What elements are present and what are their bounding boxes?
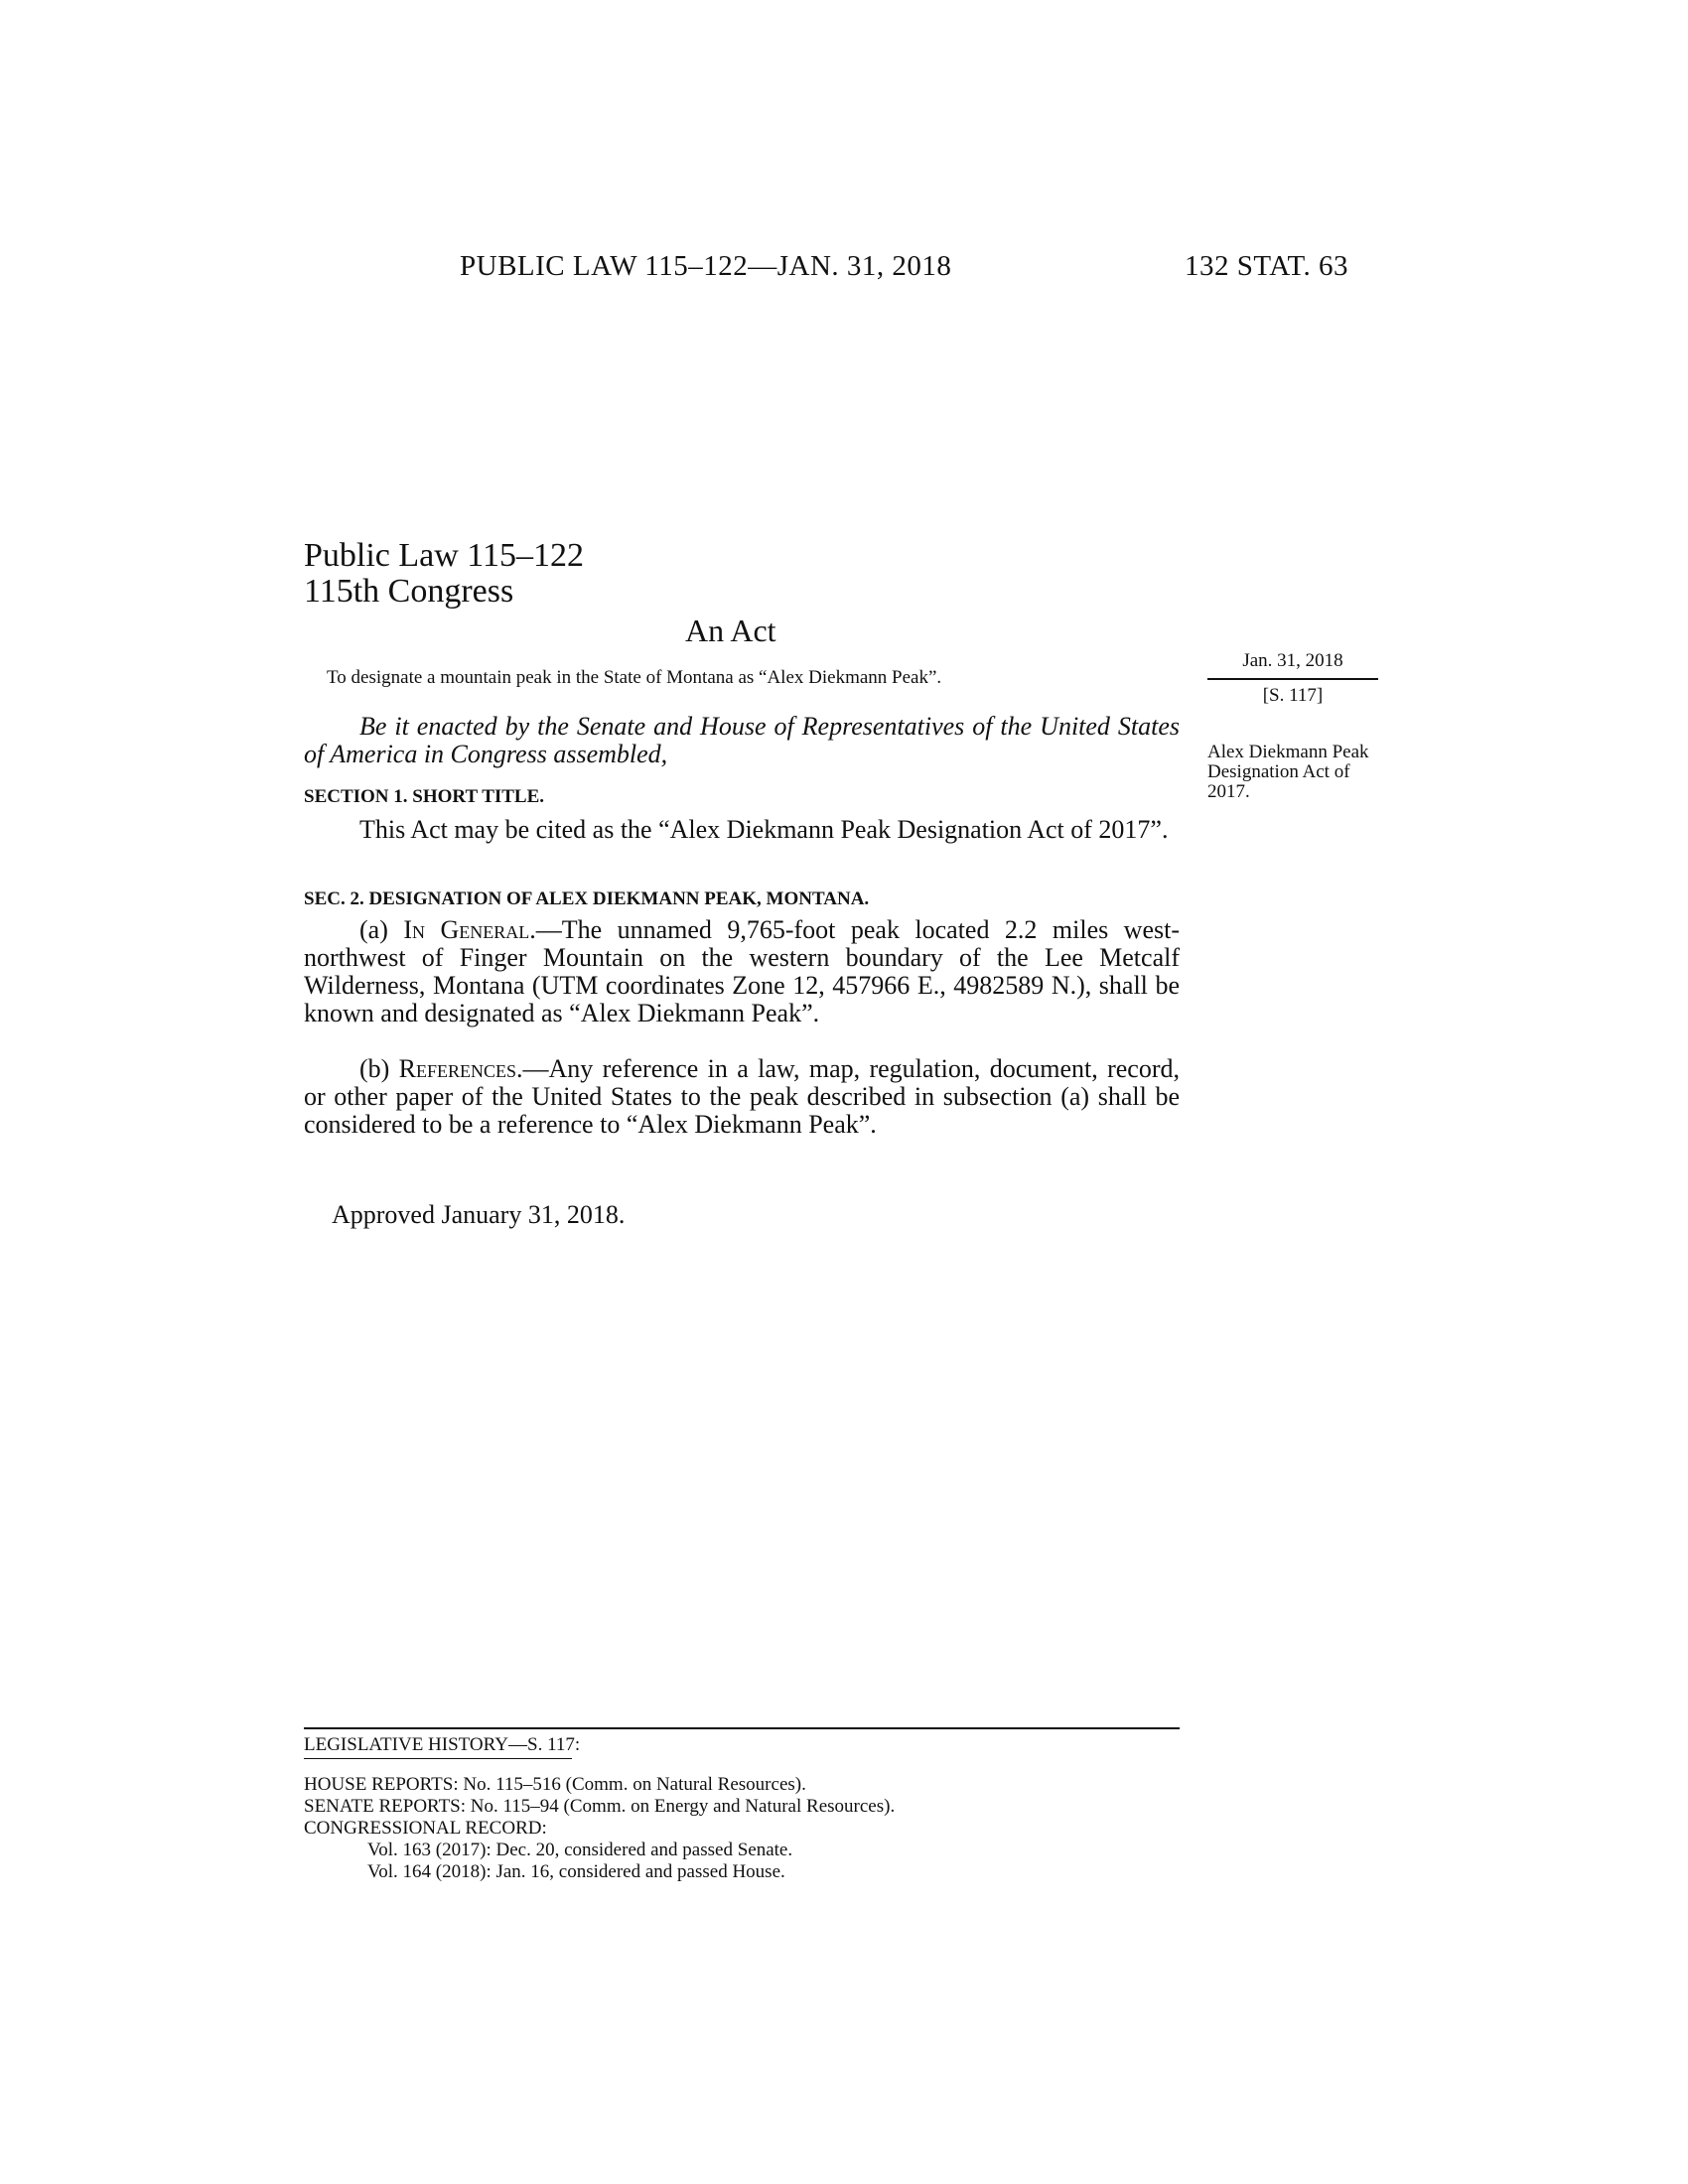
approval-date: Approved January 31, 2018. bbox=[332, 1200, 626, 1229]
enacting-clause: Be it enacted by the Senate and House of Representatives of the United States of America in Congress assembled, bbox=[304, 712, 1180, 768]
margin-note-short-title: Alex Diekmann Peak Designation Act of 2017. bbox=[1207, 742, 1369, 802]
subsection-a-label: (a) bbox=[359, 915, 404, 944]
congress-label: 115th Congress bbox=[304, 573, 514, 610]
subsection-b bbox=[304, 1055, 1180, 1139]
legislative-history-heading-underline bbox=[304, 1758, 572, 1759]
section-1-heading: SECTION 1. SHORT TITLE. bbox=[304, 786, 545, 807]
legislative-history-heading: LEGISLATIVE HISTORY—S. 117: bbox=[304, 1734, 581, 1755]
subsection-b-caption: References bbox=[398, 1054, 517, 1083]
margin-note-divider bbox=[1207, 678, 1378, 680]
margin-note-date: Jan. 31, 2018 bbox=[1242, 650, 1343, 671]
congressional-record-heading: CONGRESSIONAL RECORD: bbox=[304, 1818, 547, 1839]
subsection-a-text: .—The unnamed 9,765-foot peak located 2.2 miles west-northwest of Finger Mountain on the western boundary of the Lee Metcalf Wilderness, Montana (UTM coordinates Zone 12, 457966 E., 4982589 N.), shall be known and designated as “Alex Diekmann Peak”. bbox=[304, 915, 1180, 1027]
running-head-title: PUBLIC LAW 115–122—JAN. 31, 2018 bbox=[460, 250, 952, 282]
footer-divider bbox=[304, 1727, 1180, 1729]
act-label: An Act bbox=[685, 613, 776, 648]
subsection-a bbox=[304, 916, 1180, 1027]
congressional-record-vol-163: Vol. 163 (2017): Dec. 20, considered and passed Senate. bbox=[367, 1840, 793, 1860]
senate-reports: SENATE REPORTS: No. 115–94 (Comm. on Energy and Natural Resources). bbox=[304, 1796, 896, 1817]
subsection-a-caption: In General bbox=[403, 915, 530, 944]
house-reports: HOUSE REPORTS: No. 115–516 (Comm. on Natural Resources). bbox=[304, 1774, 806, 1795]
margin-note-bill-number: [S. 117] bbox=[1262, 685, 1324, 706]
law-number: Public Law 115–122 bbox=[304, 537, 585, 574]
subsection-b-label: (b) bbox=[359, 1054, 399, 1083]
act-purpose: To designate a mountain peak in the State of Montana as “Alex Diekmann Peak”. bbox=[327, 667, 942, 688]
subsection-b-text: .—Any reference in a law, map, regulation, document, record, or other paper of the United States to the peak described in subsection (a) shall be considered to be a reference to “Alex Diekmann Peak”. bbox=[304, 1054, 1180, 1139]
section-1-text: This Act may be cited as the “Alex Diekmann Peak Designation Act of 2017”. bbox=[359, 815, 1169, 844]
section-2-heading: SEC. 2. DESIGNATION OF ALEX DIEKMANN PEAK, MONTANA. bbox=[304, 888, 870, 909]
congressional-record-vol-164: Vol. 164 (2018): Jan. 16, considered and passed House. bbox=[367, 1861, 785, 1882]
running-head-page-number: 132 STAT. 63 bbox=[1185, 250, 1349, 282]
